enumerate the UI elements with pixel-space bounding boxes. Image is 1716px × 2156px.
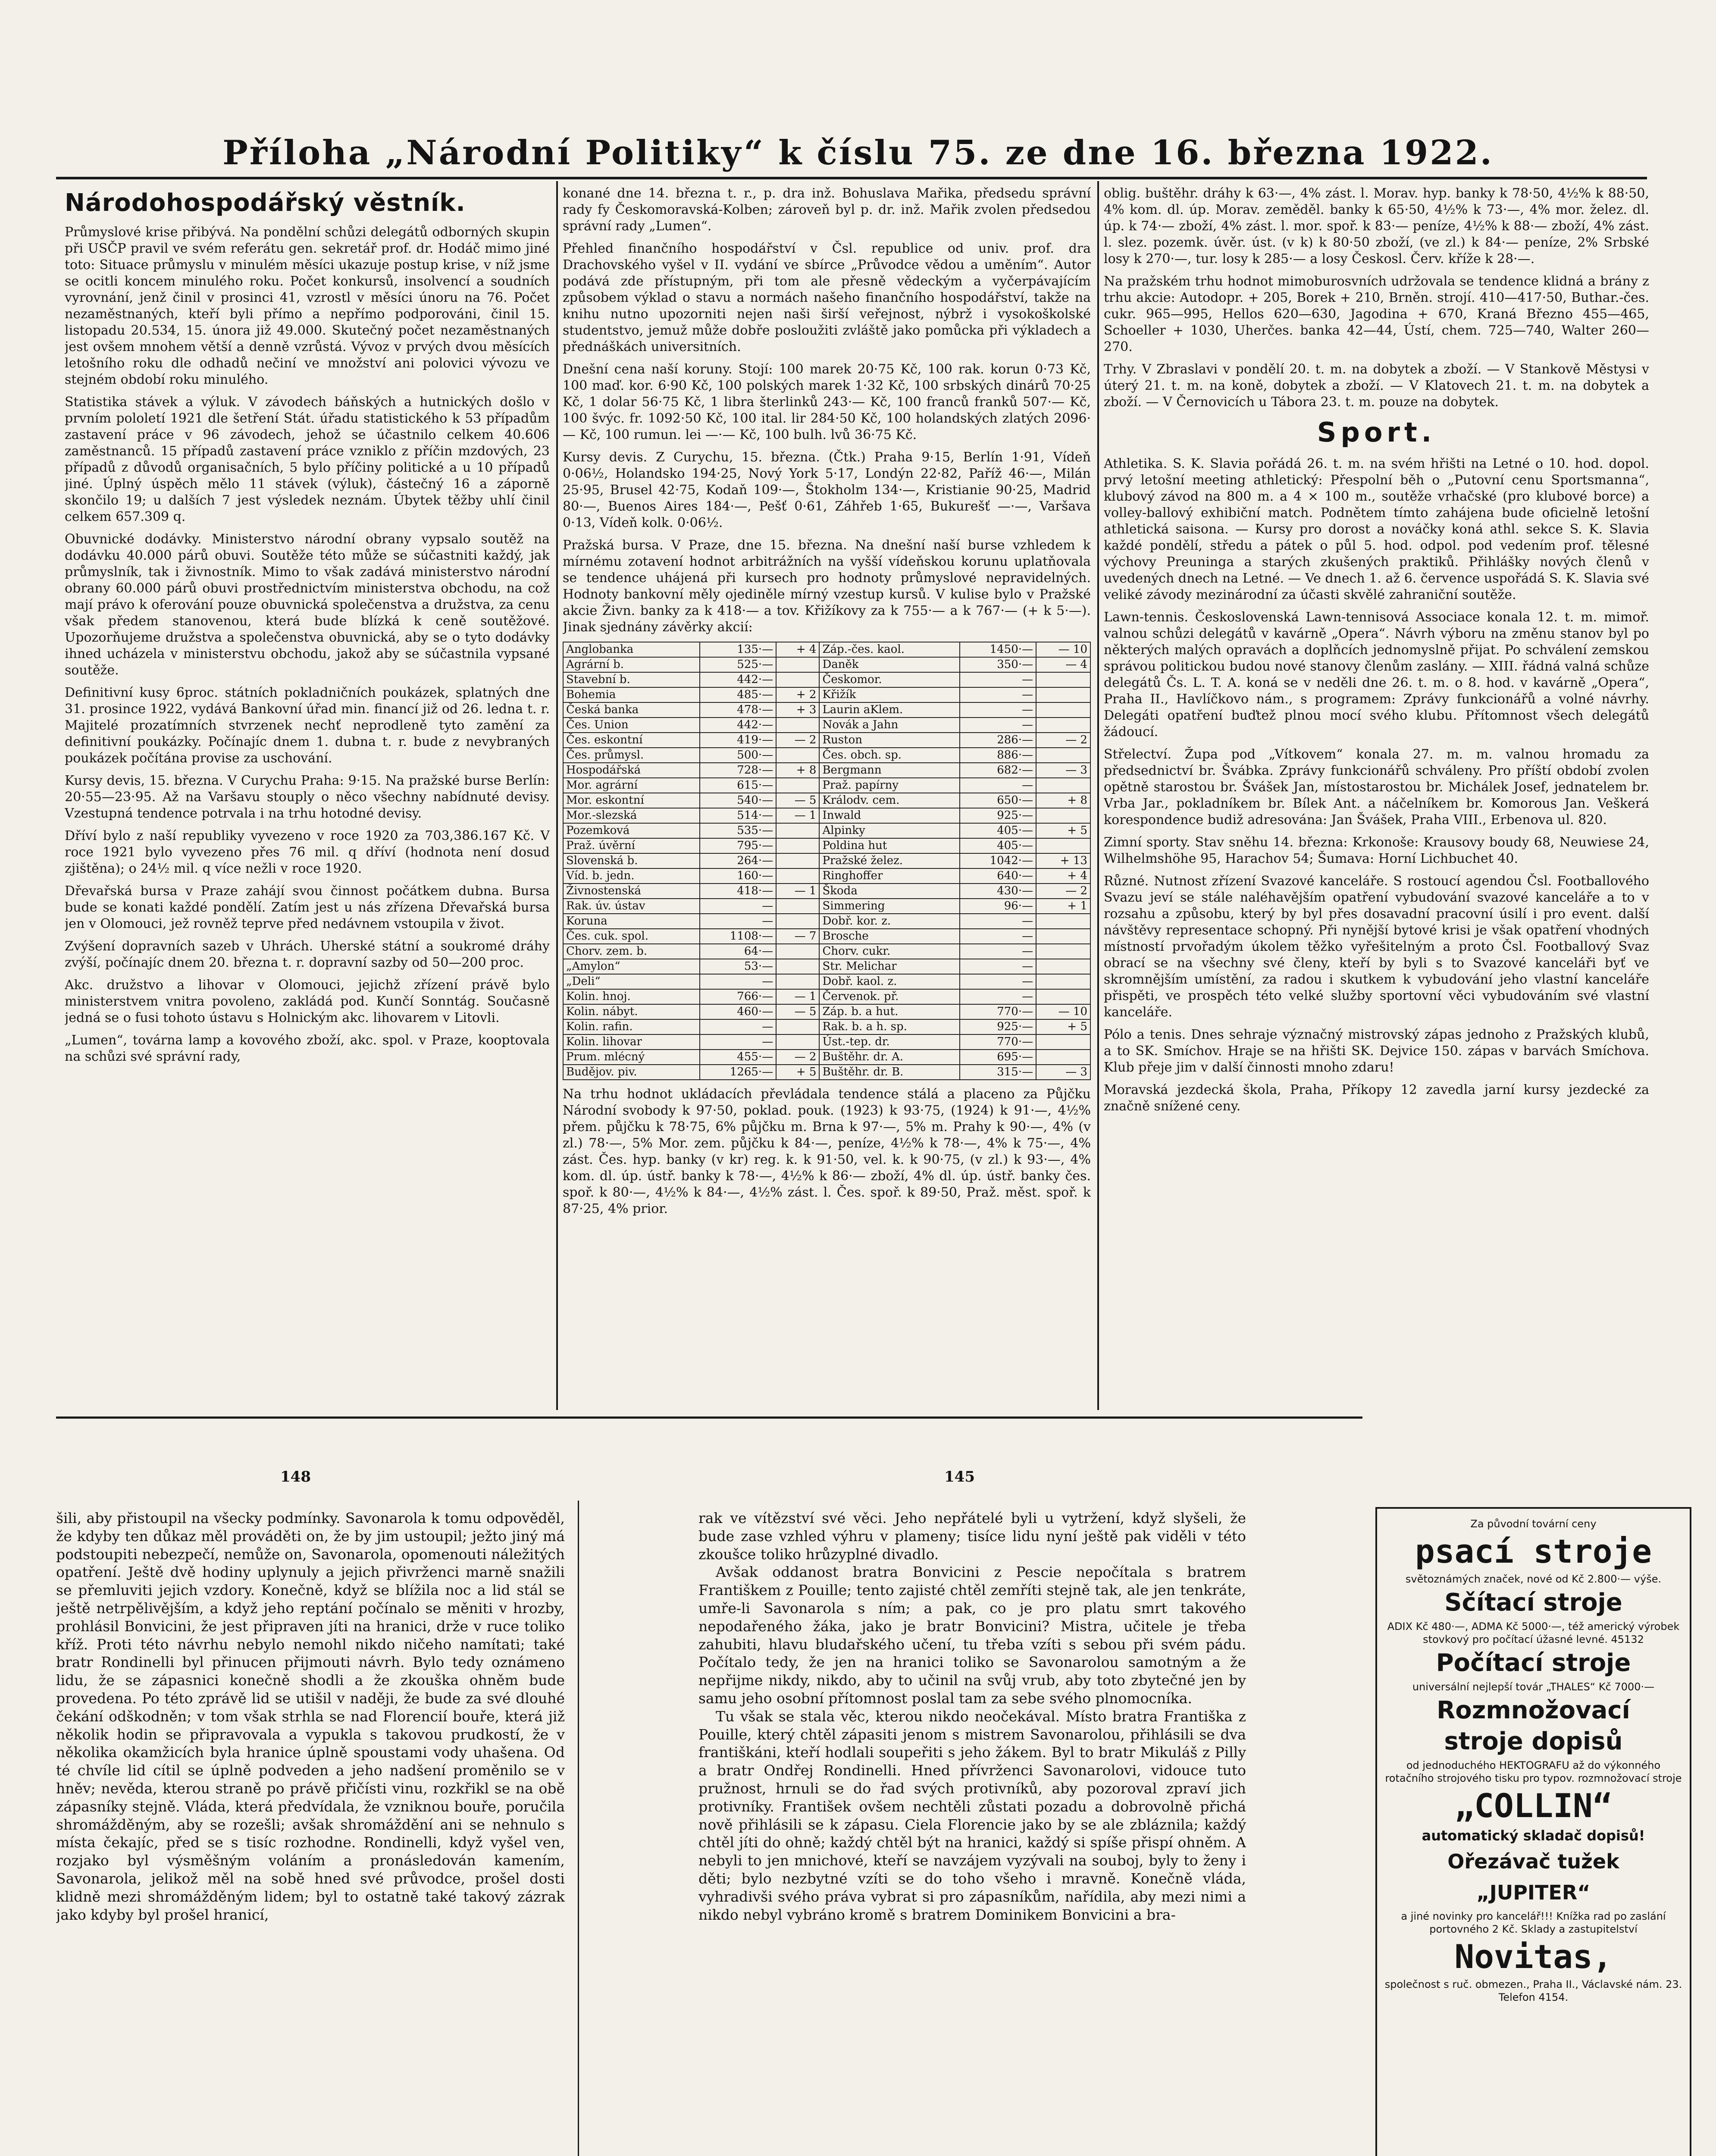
table-cell: — [960, 702, 1036, 718]
ad-line: universální nejlepší továr „THALES“ Kč 7000·— [1412, 1681, 1655, 1693]
table-cell: — 1 [776, 884, 819, 899]
table-cell: + 5 [1036, 1019, 1090, 1034]
table-cell: 640·— [960, 868, 1036, 884]
table-row [563, 1065, 1090, 1080]
table-cell: 160·— [700, 868, 776, 884]
table-row [563, 959, 1090, 974]
table-cell: — [960, 672, 1036, 687]
table-cell: 442·— [700, 718, 776, 733]
article-paragraph: Pražská bursa. V Praze, dne 15. března. Na dnešní naší burse vzhledem k mírnému zotavení hodnot arbitrážních na vyšší vídeňskou korunu uplatňovala se tendence uhájená při kursech pro hodnoty průmyslové nepravidelných. Hodnoty bankovní měly ojediněle mírný vzestup kursů. V kulise bylo v Pražské akcie Živn. banky za k 418·— a tov. Křižíkovy za k 755·— a k 767·— (+ k 5·—). Jinak sjednány závěrky akcií: [563, 538, 1091, 635]
article-paragraph: „Lumen“, továrna lamp a kovového zboží, akc. spol. v Praze, kooptovala na schůzi své správní rady, [65, 1033, 550, 1064]
table-cell [1036, 944, 1090, 959]
ad-headline: „JUPITER“ [1476, 1881, 1591, 1904]
table-cell: — 3 [1036, 1065, 1090, 1080]
table-cell: Buštěhr. dr. B. [819, 1065, 960, 1080]
table-cell: — [700, 1034, 776, 1050]
table-row [563, 687, 1090, 702]
table-row [563, 944, 1090, 959]
table-cell: Ringhoffer [819, 868, 960, 884]
table-cell: Kolin. lihovar [563, 1034, 700, 1050]
table-cell: Živnostenská [563, 884, 700, 899]
table-cell: Laurin aKlem. [819, 702, 960, 718]
table-cell: Praž. papírny [819, 778, 960, 793]
article-paragraph: Obuvnické dodávky. Ministerstvo národní obrany vypsalo soutěž na dodávku 40.000 párů obuvi. Soutěže této může se súčastniti každý, jak průmyslník, tak i živnostník. Mimo to však zadává ministerstvo národní obrany 60.000 párů obuvi prostřednictvím ministerstva obchodu, na což mají právo k oferování pouze obuvnická společenstva a družstva, za cenu však předem stanovenou, která bude blízká k ceně soutěžové. Upozorňujeme družstva a společenstva obuvnická, aby se o tyto dodávky ihned ucházela v ministerstvu obchodu, jakož aby se súčastnila vypsané soutěže. [65, 532, 550, 678]
left-column [65, 185, 550, 1410]
table-cell: Pozemková [563, 823, 700, 838]
table-row [563, 1019, 1090, 1034]
table-cell: Bergmann [819, 763, 960, 778]
table-cell: Mor. agrární [563, 778, 700, 793]
table-row [563, 702, 1090, 718]
article-paragraph: Různé. Nutnost zřízení Svazové kanceláře. S rostoucí agendou Čsl. Footballového Svazu jeví se stále naléhavějším opatření vybudování svazové kanceláře a to v rozsahu a způsobu, který by byl přes dosavadní pracovní úsilí i pro event. další návštěvy representace schopný. Při nynější bytové krisi je však opatření vhodných místností prvořadým úkolem těžko vyřešitelným a proto Čsl. Footballový Svaz obrací se na všechny své členy, kteří by byli s to Svazové kanceláři byť ve skromnějším umístění, za radou i skutkem k vybudování jeho vlastní kanceláře přispěti, ve prospěch této velké služby sportovní věci vybudováním své vlastní kanceláře. [1104, 874, 1649, 1020]
ad-brand: Novitas, [1454, 1937, 1613, 1976]
article-paragraph: Pólo a tenis. Dnes sehraje význačný mistrovský zápas jednoho z Pražských klubů, a to SK. Smíchov. Hraje se na hřišti SK. Dejvice 150. zápas v barvách Smíchova. Klub přeje jim v další činnosti mnoho zdaru! [1104, 1027, 1649, 1075]
table-cell: 650·— [960, 793, 1036, 808]
table-cell [776, 1019, 819, 1034]
table-cell: 405·— [960, 823, 1036, 838]
table-cell [776, 657, 819, 672]
table-cell: Poldina hut [819, 838, 960, 853]
table-cell: 286·— [960, 733, 1036, 748]
article-paragraph: Přehled finančního hospodářství v Čsl. republice od univ. prof. dra Drachovského vyšel v II. vydání ve sbírce „Průvodce vědou a uměním“. Autor podává zde přístupným, při tom ale přesně vědeckým a vyčerpávajícím způsobem výklad o stavu a normách našeho finančního hospodářství, takže na knihu nutno upozorniti nejen naši širší veřejnost, nýbrž i vysokoškolské studentstvo, jemuž může dobře posloužiti zvláště jako pomůcka při výkladech a přednáškách universitních. [563, 241, 1091, 354]
ad-line: automatický skladač dopisů! [1422, 1827, 1645, 1844]
article-paragraph: Průmyslové krise přibývá. Na pondělní schůzi delegátů odborných skupin při USČP pravil ve svém referátu gen. sekretář prof. dr. Hodáč mimo jiné toto: Situace průmyslu v minulém měsíci ukazuje postup krise, v níž jsme se ocitli koncem minulého roku. Počet konkursů, insolvencí a soudních vyrovnání, jenž činil v prosinci 41, vzrostl v měsíci únoru na 76. Počet nezaměstnaných, kteří byli přímo a nepřímo podporováni, činil 15. listopadu 20.534, 15. února již 49.000. Skutečný počet nezaměstnaných jest ovšem mnohem větší a denně vzrůstá. Vývoz v prvých dvou měsících letošního roku dle odhadů nečiní ve množství ani polovici vývozu ve stejném období roku minulého. [65, 225, 550, 387]
table-cell [776, 838, 819, 853]
table-cell: — 10 [1036, 1004, 1090, 1019]
table-row [563, 914, 1090, 929]
table-cell [776, 974, 819, 989]
table-cell: 1450·— [960, 642, 1036, 657]
table-row [563, 733, 1090, 748]
ad-line: ADIX Kč 480·—, ADMA Kč 5000·—, též americký výrobek stovkový pro počítací úžasné levné. 45132 [1387, 1620, 1680, 1645]
table-cell [1036, 808, 1090, 823]
table-cell: 925·— [960, 1019, 1036, 1034]
table-cell: + 8 [776, 763, 819, 778]
ad-headline: Ořezávač tužek [1447, 1850, 1619, 1873]
article-paragraph: Střelectví. Župa pod „Vítkovem“ konala 27. m. m. valnou hromadu za předsednictví br. Švábka. Zprávy funkcionářů schváleny. Pro příští období zvolen opětně starostou br. Švášek Jan, místostarostou br. Michálek Josef, jednatelem br. Vrba Jar., pokladníkem br. Bílek Ant. a náčelníkem br. Komorous Jan. Veškerá korespondence budiž adresována: Jan Švášek, Praha VIII., Erbenova ul. 820. [1104, 747, 1649, 827]
table-cell: — [960, 687, 1036, 702]
table-row [563, 884, 1090, 899]
table-cell: — [700, 899, 776, 914]
table-cell: — 2 [776, 733, 819, 748]
table-row [563, 1004, 1090, 1019]
story-divider [578, 1501, 579, 2156]
table-cell: Mor. eskontní [563, 793, 700, 808]
ad-headline: psací stroje [1415, 1532, 1652, 1570]
table-cell: Čes. cuk. spol. [563, 929, 700, 944]
table-cell [1036, 914, 1090, 929]
article-paragraph: Dříví bylo z naší republiky vyvezeno v roce 1920 za 703,386.167 Kč. V roce 1921 bylo vyvezeno přes 76 mil. q dříví (hodnota není dosud zjištěna); o 24½ mil. q více nežli v roce 1920. [65, 828, 550, 876]
table-cell: 96·— [960, 899, 1036, 914]
table-cell [1036, 838, 1090, 853]
article-paragraph: Kursy devis, 15. března. V Curychu Praha: 9·15. Na pražské burse Berlín: 20·55—23·95. Až na Varšavu stouply o něco všechny nabídnuté devisy. Vzestupná tendence potrvala i na trhu hotodné devisy. [65, 773, 550, 821]
table-cell: 1265·— [700, 1065, 776, 1080]
table-cell: + 2 [776, 687, 819, 702]
table-cell: Rak. úv. ústav [563, 899, 700, 914]
column-divider-2 [1097, 181, 1099, 1410]
table-cell: Záp. b. a hut. [819, 1004, 960, 1019]
table-cell: 315·— [960, 1065, 1036, 1080]
article-paragraph: konané dne 14. března t. r., p. dra inž. Bohuslava Mařika, předsedu správní rady fy Českomoravská-Kolben; zároveň byl p. dr. inž. Mařik zvolen předsedou správní rady „Lumen“. [563, 186, 1091, 234]
table-cell: + 13 [1036, 853, 1090, 868]
table-row [563, 899, 1090, 914]
table-cell: Daněk [819, 657, 960, 672]
table-cell: 770·— [960, 1034, 1036, 1050]
table-cell: — [960, 989, 1036, 1004]
table-cell: Brosche [819, 929, 960, 944]
ad-line: společnost s ruč. obmezen., Praha II., Václavské nám. 23. Telefon 4154. [1384, 1978, 1682, 2003]
table-cell [776, 944, 819, 959]
table-cell [776, 672, 819, 687]
table-cell: 135·— [700, 642, 776, 657]
table-row [563, 853, 1090, 868]
table-cell: 795·— [700, 838, 776, 853]
table-cell [776, 718, 819, 733]
table-cell: Slovenská b. [563, 853, 700, 868]
table-cell: Chorv. zem. b. [563, 944, 700, 959]
table-cell: 514·— [700, 808, 776, 823]
table-cell: 460·— [700, 1004, 776, 1019]
table-cell: + 4 [1036, 868, 1090, 884]
table-cell: Simmering [819, 899, 960, 914]
table-cell: Str. Melichar [819, 959, 960, 974]
masthead-rule [56, 177, 1647, 179]
table-cell: + 5 [776, 1065, 819, 1080]
table-cell: — [700, 974, 776, 989]
table-cell: 766·— [700, 989, 776, 1004]
table-cell [776, 914, 819, 929]
article-paragraph: oblig. buštěhr. dráhy k 63·—, 4% zást. l. Morav. hyp. banky k 78·50, 4½% k 88·50, 4% kom. dl. úp. Morav. zeměděl. banky k 65·50, 4½% k 73·—, 4% mor. želez. dl. úp. k 74·— zboží, 4% zást. l. mor. spoř. k 83·— peníze, 4½% k 88·— zboží, 4% zást. l. slez. pozemk. úvěr. úst. (v k) k 80·50 zboží, (ve zl.) k 84·— peníze, 2% Srbské losy k 270·—, tur. losy k 285·— a losy Českosl. Červ. kříže k 28·—. [1104, 186, 1649, 266]
table-cell: Králodv. cem. [819, 793, 960, 808]
table-cell: Praž. úvěrní [563, 838, 700, 853]
table-cell: + 1 [1036, 899, 1090, 914]
table-cell: Křižík [819, 687, 960, 702]
table-cell [776, 959, 819, 974]
article-paragraph: Na trhu hodnot ukládacích převládala tendence stálá a placeno za Půjčku Národní svobody k 97·50, poklad. pouk. (1923) k 93·75, (1924) k 91·—, 4½% přem. půjčku k 78·75, 6% půjčku m. Brna k 97·—, 5% m. Prahy k 90·—, 4% (v zl.) 78·—, 5% Mor. zem. půjčku k 84·—, peníze, 4½% k 78·—, 4% k 75·—, 4% zást. Čes. hyp. banky (v kr) reg. k. k 91·50, vel. k. k 90·75, (v zl.) k 93·—, 4% kom. dl. úp. ústř. banky k 78·—, 4½% k 86·— zboží, 4% dl. úp. ústř. banky čes. spoř. k 80·—, 4½% k 84·—, 4½% zást. l. Čes. spoř. k 89·50, Praž. měst. spoř. k 87·25, 4% prior. [563, 1087, 1091, 1216]
story-left-column [56, 1509, 565, 2156]
table-row [563, 838, 1090, 853]
ad-line: světoznámých značek, nové od Kč 2.800·— výše. [1405, 1573, 1662, 1585]
table-cell: 478·— [700, 702, 776, 718]
table-cell: — [960, 974, 1036, 989]
table-cell: — 3 [1036, 763, 1090, 778]
sport-heading: Sport. [1317, 417, 1436, 448]
right-column [1104, 185, 1649, 1410]
page-number-right: 145 [944, 1468, 975, 1485]
table-cell: Kolin. rafin. [563, 1019, 700, 1034]
table-cell: — [700, 1019, 776, 1034]
article-paragraph: Trhy. V Zbraslavi v pondělí 20. t. m. na dobytek a zboží. — V Stankově Městysi v úterý 21. t. m. na koně, dobytek a zboží. — V Klatovech 21. t. m. na dobytek a zboží. — V Černovicích u Tábora 23. t. m. pouze na dobytek. [1104, 362, 1649, 410]
table-cell: — 7 [776, 929, 819, 944]
table-cell: + 4 [776, 642, 819, 657]
table-cell: 442·— [700, 672, 776, 687]
table-cell: — 5 [776, 793, 819, 808]
table-cell: — [960, 929, 1036, 944]
table-row [563, 1050, 1090, 1065]
table-cell [1036, 1050, 1090, 1065]
article-paragraph: Athletika. S. K. Slavia pořádá 26. t. m. na svém hřišti na Letné o 10. hod. dopol. prvý letošní meeting athletický: Přespolní běh o „Putovní cenu Sportsmanna“, klubový závod na 800 m. a 4 × 100 m., soutěže vrhačské (pro klubové borce) a volley-ballový exhibiční match. Podnětem tímto zahájena bude oficielně letošní athletická saisona. — Kursy pro dorost a nováčky koná athl. sekce S. K. Slavia každé pondělí, středu a pátek o půl 5. hod. odpol. pod vedením prof. tělesné výchovy Preuninga a starých zkušených praktiků. Přihlášky nových členů v uvedených dnech na Letné. — Ve dnech 1. až 6. července uspořádá S. K. Slavia své veliké závody mezinárodní za účasti skvělé zahraniční soutěže. [1104, 456, 1649, 602]
table-cell: Budějov. piv. [563, 1065, 700, 1080]
table-row [563, 929, 1090, 944]
table-cell: 350·— [960, 657, 1036, 672]
table-row [563, 793, 1090, 808]
table-row [563, 808, 1090, 823]
table-cell: Ruston [819, 733, 960, 748]
table-cell: 695·— [960, 1050, 1036, 1065]
table-cell [776, 823, 819, 838]
table-cell: Bohemia [563, 687, 700, 702]
table-cell: Inwald [819, 808, 960, 823]
table-cell [776, 899, 819, 914]
table-cell: Víd. b. jedn. [563, 868, 700, 884]
table-cell [1036, 974, 1090, 989]
section-divider [56, 1416, 1362, 1419]
table-cell: 418·— [700, 884, 776, 899]
table-cell: 615·— [700, 778, 776, 793]
table-cell: — 10 [1036, 642, 1090, 657]
table-cell: Čes. průmysl. [563, 748, 700, 763]
table-cell [776, 853, 819, 868]
table-cell: — 2 [776, 1050, 819, 1065]
table-row [563, 868, 1090, 884]
table-cell: 925·— [960, 808, 1036, 823]
table-cell: Škoda [819, 884, 960, 899]
table-cell: — 2 [1036, 733, 1090, 748]
table-cell: 886·— [960, 748, 1036, 763]
table-cell: Záp.-čes. kaol. [819, 642, 960, 657]
table-cell: 728·— [700, 763, 776, 778]
table-cell [776, 868, 819, 884]
table-cell: — [960, 944, 1036, 959]
table-row [563, 748, 1090, 763]
article-paragraph: Lawn-tennis. Československá Lawn-tennisová Associace konala 12. t. m. mimoř. valnou schůzi delegátů v kavárně „Opera“. Návrh výboru na změnu stanov byl po některých malých opravách a doplňcích jednomyslně přijat. Po schválení zemskou správou politickou budou nové stanovy členům zaslány. — XIII. řádná valná schůze delegátů Čs. L. T. A. koná se v neděli dne 26. t. m. o 8. hod. v kavárně „Opera“, Praha II., Havlíčkovo nám., s programem: Zprávy funkcionářů a volné návrhy. Delegáti opatření buďtež plnou mocí svého klubu. Přítomnost všech delegátů žádoucí. [1104, 610, 1649, 740]
table-cell: Mor.-slezská [563, 808, 700, 823]
table-cell: Prum. mlécný [563, 1050, 700, 1065]
table-cell: Chorv. cukr. [819, 944, 960, 959]
masthead-title: Příloha „Národní Politiky“ k číslu 75. ze dne 16. března 1922. [222, 133, 1494, 172]
table-cell: Pražské želez. [819, 853, 960, 868]
article-paragraph: Definitivní kusy 6proc. státních pokladničních poukázek, splatných dne 31. prosince 1922, vydává Bankovní úřad min. financí již od 26. ledna t. r. Majitelé prozatímních stvrzenek nechť neprodleně tyto zamění za definitivní poukázky. Počínajíc dnem 1. dubna t. r. bude z nevybraných poukázek počítána provise za uschování. [65, 685, 550, 766]
table-cell [1036, 959, 1090, 974]
table-cell: Hospodářská [563, 763, 700, 778]
table-cell: 770·— [960, 1004, 1036, 1019]
table-cell: 264·— [700, 853, 776, 868]
table-cell: 1108·— [700, 929, 776, 944]
table-cell: + 3 [776, 702, 819, 718]
table-cell: — [700, 914, 776, 929]
table-row [563, 1034, 1090, 1050]
table-cell: Kolin. nábyt. [563, 1004, 700, 1019]
article-paragraph: Statistika stávek a výluk. V závodech báňských a hutnických došlo v prvním pololetí 1921 dle šetření Stát. úřadu statistického k 53 případům zastavení práce v 96 závodech, jehož se účastnilo celkem 40.606 zaměstnanců. 15 případů zastavení práce vzniklo z příčin mzdových, 23 případů z důvodů organisačních, 5 bylo příčiny politické a u 10 případů jiné. Úplný úspěch mělo 11 stávek (výluk), částečný 16 a záporně skončilo 19; u dalších 7 jest výsledek neznám. Úbytek těžby uhlí činil celkem 657.309 q. [65, 395, 550, 524]
table-cell: Buštěhr. dr. A. [819, 1050, 960, 1065]
table-cell: „Deli“ [563, 974, 700, 989]
article-paragraph: Kursy devis. Z Curychu, 15. března. (Čtk.) Praha 9·15, Berlín 1·91, Vídeň 0·06½, Holandsko 194·25, Nový York 5·17, Londýn 22·82, Paříž 46·—, Milán 25·95, Brusel 42·75, Kodaň 109·—, Štokholm 134·—, Kristianie 90·25, Madrid 80·—, Buenos Aires 184·—, Pešť 0·61, Záhřeb 1·65, Bukurešť —·—, Varšava 0·13, Vídeň kolk. 0·06½. [563, 450, 1091, 530]
table-cell: — [960, 959, 1036, 974]
article-paragraph: Akc. družstvo a lihovar v Olomouci, jejichž zřízení právě bylo ministerstvem vnitra povoleno, zakládá pod. Kunčí Sonntág. Současně jedná se o fusi tohoto ústavu s Holnickým akc. lihovarem v Litovli. [65, 978, 550, 1025]
table-cell: Čes. Union [563, 718, 700, 733]
table-cell: Agrární b. [563, 657, 700, 672]
table-cell: Dobř. kaol. z. [819, 974, 960, 989]
article-paragraph: Dřevařská bursa v Praze zahájí svou činnost počátkem dubna. Bursa bude se konati každé pondělí. Zatím jest u nás zřízena Dřevařská bursa jen v Olomouci, jež rovněž teprve před nedávnem vstoupila v život. [65, 884, 550, 931]
article-paragraph: Moravská jezdecká škola, Praha, Příkopy 12 zavedla jarní kursy jezdecké za značně snížené ceny. [1104, 1082, 1649, 1114]
table-cell: 500·— [700, 748, 776, 763]
table-cell: Stavební b. [563, 672, 700, 687]
table-cell: 405·— [960, 838, 1036, 853]
table-cell: — 1 [776, 989, 819, 1004]
table-cell [1036, 748, 1090, 763]
table-cell: 682·— [960, 763, 1036, 778]
table-cell: 419·— [700, 733, 776, 748]
table-cell: — 5 [776, 1004, 819, 1019]
table-cell: + 8 [1036, 793, 1090, 808]
table-cell: 525·— [700, 657, 776, 672]
ad-line: a jiné novinky pro kancelář!!! Knížka rad po zaslání portovného 2 Kč. Sklady a zastupitelství [1401, 1910, 1666, 1935]
ad-headline: „COLLIN“ [1454, 1786, 1613, 1825]
table-cell: „Amylon“ [563, 959, 700, 974]
table-cell [1036, 672, 1090, 687]
table-cell [776, 778, 819, 793]
table-cell [1036, 702, 1090, 718]
table-cell: Rak. b. a h. sp. [819, 1019, 960, 1034]
article-paragraph: Zvýšení dopravních sazeb v Uhrách. Uherské státní a soukromé dráhy zvýší, počínajíc dnem 20. března t. r. dopravní sazby od 50—200 proc. [65, 939, 550, 970]
table-cell: — 4 [1036, 657, 1090, 672]
ad-headline: Počítací stroje [1436, 1649, 1631, 1677]
article-paragraph: Dnešní cena naší koruny. Stojí: 100 marek 20·75 Kč, 100 rak. korun 0·73 Kč, 100 maď. kor. 6·90 Kč, 100 polských marek 1·32 Kč, 100 srbských dinárů 70·25 Kč, 1 dolar 56·75 Kč, 1 libra šterlinků 243·— Kč, 100 franců franků 507·— Kč, 100 švýc. fr. 1092·50 Kč, 100 ital. lir 284·50 Kč, 100 holandských zlatých 2096·— Kč, 100 rumun. lei —·— Kč, 100 bulh. lvů 36·75 Kč. [563, 362, 1091, 442]
table-cell: 1042·— [960, 853, 1036, 868]
typewriter-advertisement [1375, 1507, 1691, 2156]
story-paragraph: Tu však se stala věc, kterou nikdo neočekával. Místo bratra Františka z Pouille, který chtěl zápasiti jenom s mistrem Savonarolou, přihlásili se dva františkáni, kteří hodlali soupeřiti s jeho žákem. Byl to bratr Mikuláš z Pilly a bratr Ondřej Rondinelli. Hned přívrženci Savonarolovi, vidouce tuto pružnost, hrnuli se do řad svých protivníků, aby pozoroval zpraví jich protivníky. František ovšem nechtěli zůstati pozadu a dobrovolně přichá nově přihlásili se k zápasu. Ciela Florencie jako by se ale zbláznila; každý chtěl jíti do ohně; každý chtěl být na hranici, každý si spíše přispí ohněm. A nebyli to jen mnichové, kteří se navzájem vyzývali na souboj, byly to ženy i děti; bylo nezbytné vzíti se do toho všeho i mravně. Konečně vláda, vyhradivši svého práva vybrat si pro zápasníkům, nařídila, aby mezi nimi a nikdo nebyl vybráno kromě s bratrem Dominikem Bonvicini a bra- [698, 1708, 1246, 1923]
middle-column [563, 185, 1091, 1410]
ad-headline: stroje dopisů [1444, 1727, 1623, 1755]
table-cell: — [960, 914, 1036, 929]
ad-headline: Sčítací stroje [1444, 1589, 1622, 1617]
table-cell: — 2 [1036, 884, 1090, 899]
story-right-column [698, 1509, 1246, 2156]
table-cell: Úst.-tep. dr. [819, 1034, 960, 1050]
table-cell: Dobř. kor. z. [819, 914, 960, 929]
table-row [563, 778, 1090, 793]
article-paragraph: Zimní sporty. Stav sněhu 14. března: Krkonoše: Krausovy boudy 68, Neuwiese 24, Wilhelmshöhe 95, Harachov 54; Šumava: Horní Lichbuchet 40. [1104, 835, 1649, 866]
table-cell: 485·— [700, 687, 776, 702]
stock-table [563, 642, 1091, 1080]
table-cell: 53·— [700, 959, 776, 974]
table-cell [1036, 778, 1090, 793]
table-cell: 535·— [700, 823, 776, 838]
table-cell: Anglobanka [563, 642, 700, 657]
table-cell [776, 1034, 819, 1050]
table-cell: Českomor. [819, 672, 960, 687]
table-cell: Kolin. hnoj. [563, 989, 700, 1004]
table-cell: Novák a Jahn [819, 718, 960, 733]
ad-line: od jednoduchého HEKTOGRAFU až do výkonného rotačního strojového tisku pro typov. rozmnožovací stroje [1385, 1759, 1682, 1784]
ad-line: Za původní tovární ceny [1470, 1518, 1597, 1530]
story-paragraph: Avšak oddanost bratra Bonvicini z Pescie nepočítala s bratrem Františkem z Pouille; tento zajisté chtěl zemříti stejně tak, ale jen tenkráte, umře-li Savonarola s ním; a pak, co je pro platu smrt takového nepodařeného žáka, jako je bratr Bonvicini? Mistra, učitele je třeba zahubiti, hlavu bludařského učení, tu třeba vzíti s sebou při svém pádu. Počítalo tedy, že jen na hranici toliko se Savonarolou samotným a že nepřijme nikdy, nikdo, aby to učinil na svůj vrub, aby toto zbytečné jen by samu jeho osobní přítomnost poslal tam za sebe svého plnomocníka. [698, 1564, 1246, 1707]
table-cell [1036, 989, 1090, 1004]
table-cell: — [960, 718, 1036, 733]
story-paragraph: šili, aby přistoupil na všecky podmínky. Savonarola k tomu odpověděl, že kdyby ten důkaz měl prováděti on, že by jim ustoupil; ježto jiný má podstoupiti nebezpečí, nemůže on, Savonarola, opomenouti náležitých opatření. Ještě dvě hodiny uplynuly a jejich přivrženci marně snažili se přemluviti jejich vzdory. Konečně, když se blížila noc a lid stál se ještě netrpělivějším, a když jeho reptání počínalo se měniti v hrozby, prohlásil Bonvicini, že jest připraven jíti na hranici, drže v ruce toliko kříž. Proti této návrhu nebylo nemohl nikdo ničeho namítati; také bratr Rondinelli byl přinucen přijmouti návrh. Bylo tedy oznámeno lidu, že se zápasnici konečně shodli a že zkouška ohněm bude provedena. Po této zprávě lid se utišil v naději, že bude za své dlouhé čekání odškodněn; v tom však strhla se nad Florencií bouře, která již několik hodin se připravovala a vypukla s takovou prudkostí, že v několika okamžicích byla hranice úplně spoustami vody uhašena. Od té chvíle lid cítil se úplně podveden a jeho nadšení proměnilo se v hněv; nevěda, kterou straně po právě přičísti vinu, rozkřikl se na obě zápasníky stejně. Vláda, která předvídala, že vzniknou bouře, poručila shromážděným, aby se rozešli; avšak shromáždění ani se nehnulo s místa čekajíc, před se s tisíc rozhodne. Rondinelli, když vyšel ven, rozjako byl výsměšným voláním a pronásledován kamením, Savonarola, jelikož měl na sobě hned své průvodce, prošel dosti klidně mezi shromážděným lidem; byl to ostatně také takový zázrak jako kdyby byl prošel hranicí, [56, 1510, 565, 1923]
table-cell: Koruna [563, 914, 700, 929]
table-cell: + 5 [1036, 823, 1090, 838]
story-paragraph: rak ve vítězství své věci. Jeho nepřátelé byli u vytržení, když slyšeli, že bude zase vzhled výhru v plameny; tisíce lidu nyní ještě pak viděli v této zkoušce toliko hrůzyplné divadlo. [698, 1510, 1246, 1563]
table-cell [1036, 718, 1090, 733]
table-cell: — 1 [776, 808, 819, 823]
table-cell [1036, 929, 1090, 944]
table-cell: Alpinky [819, 823, 960, 838]
table-cell [776, 748, 819, 763]
table-cell: — [960, 778, 1036, 793]
table-cell: Česká banka [563, 702, 700, 718]
economic-heading: Národohospodářský věstník. [65, 189, 466, 217]
table-row [563, 823, 1090, 838]
table-row [563, 718, 1090, 733]
article-paragraph: Na pražském trhu hodnot mimoburosvních udržovala se tendence klidná a brány z trhu akcie: Autodopr. + 205, Borek + 210, Brněn. strojí. 410—417·50, Buthar.-čes. cukr. 965—995, Hellos 620—630, Jagodina + 670, Kraná Březno 455—465, Schoeller + 1030, Uherčes. banka 42—44, Ústí, chem. 725—740, Walter 260—270. [1104, 274, 1649, 354]
ad-headline: Rozmnožovací [1437, 1696, 1630, 1724]
table-cell: Čes. obch. sp. [819, 748, 960, 763]
table-cell: 64·— [700, 944, 776, 959]
table-cell: 455·— [700, 1050, 776, 1065]
table-cell: Červenok. př. [819, 989, 960, 1004]
table-row [563, 974, 1090, 989]
table-row [563, 989, 1090, 1004]
table-row [563, 672, 1090, 687]
table-cell: Čes. eskontní [563, 733, 700, 748]
table-row [563, 763, 1090, 778]
table-cell: 540·— [700, 793, 776, 808]
table-cell [1036, 1034, 1090, 1050]
table-cell [1036, 687, 1090, 702]
table-row [563, 642, 1090, 657]
column-divider-1 [556, 181, 558, 1410]
table-row [563, 657, 1090, 672]
table-cell: 430·— [960, 884, 1036, 899]
page-number-left: 148 [280, 1468, 311, 1485]
